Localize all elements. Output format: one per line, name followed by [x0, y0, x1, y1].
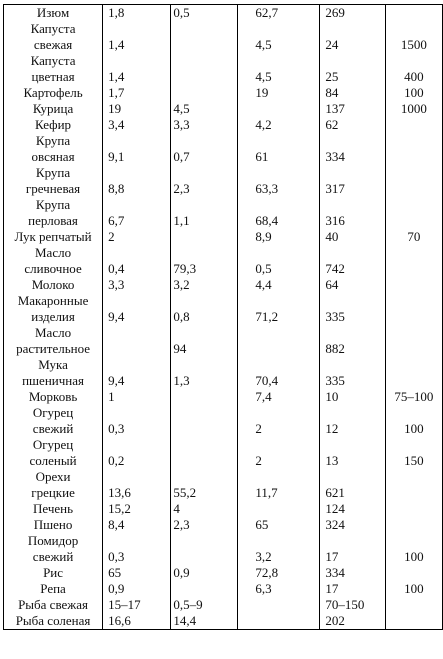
- extra-value: [385, 117, 442, 133]
- product-name-line: Огурец: [32, 405, 74, 420]
- product-name: [4, 197, 103, 229]
- product-name-line: свежий: [32, 421, 74, 436]
- carbs-value: 2: [238, 437, 320, 469]
- product-name-line: Крупа: [35, 165, 71, 180]
- product-name: Морковь: [4, 389, 103, 405]
- calories-value: 335: [320, 293, 385, 325]
- product-name-line: гречневая: [25, 181, 81, 196]
- protein-value: [103, 325, 171, 357]
- protein-value: 8,8: [103, 165, 171, 197]
- extra-value: [385, 613, 442, 630]
- protein-value: 0,9: [103, 581, 171, 597]
- fat-value: [171, 53, 238, 85]
- carbs-value: 4,5: [238, 53, 320, 85]
- protein-value: 1,8: [103, 5, 171, 22]
- extra-value: 100: [385, 405, 442, 437]
- extra-value: [385, 197, 442, 229]
- product-name-line: перловая: [28, 213, 78, 228]
- product-name-line: Масло: [35, 245, 72, 260]
- calories-value: 12: [320, 405, 385, 437]
- fat-value: 0,7: [171, 133, 238, 165]
- fat-value: 79,3: [171, 245, 238, 277]
- carbs-value: 0,5: [238, 245, 320, 277]
- carbs-value: 6,3: [238, 581, 320, 597]
- fat-value: [171, 229, 238, 245]
- product-name-line: Крупа: [35, 197, 71, 212]
- product-name-line: Огурец: [32, 437, 74, 452]
- carbs-value: 71,2: [238, 293, 320, 325]
- fat-value: [171, 21, 238, 53]
- calories-value: 24: [320, 21, 385, 53]
- extra-value: [385, 469, 442, 501]
- product-name: Рис: [4, 565, 103, 581]
- product-name: [4, 245, 103, 277]
- table-row: [4, 5, 443, 22]
- extra-value: 400: [385, 53, 442, 85]
- product-name: Курица: [4, 101, 103, 117]
- protein-value: 0,2: [103, 437, 171, 469]
- extra-value: 1000: [385, 101, 442, 117]
- calories-value: 316: [320, 197, 385, 229]
- extra-value: [385, 245, 442, 277]
- table-row: [4, 325, 443, 357]
- fat-value: [171, 405, 238, 437]
- fat-value: 0,5–9: [171, 597, 238, 613]
- fat-value: [171, 85, 238, 101]
- calories-value: 137: [320, 101, 385, 117]
- calories-value: 25: [320, 53, 385, 85]
- fat-value: [171, 437, 238, 469]
- protein-value: 19: [103, 101, 171, 117]
- table-row: [4, 245, 443, 277]
- product-name: Изюм: [4, 5, 103, 22]
- fat-value: [171, 389, 238, 405]
- product-name-line: грецкие: [31, 485, 75, 500]
- protein-value: 9,4: [103, 293, 171, 325]
- calories-value: 10: [320, 389, 385, 405]
- protein-value: 1,4: [103, 53, 171, 85]
- carbs-value: 65: [238, 517, 320, 533]
- fat-value: 1,3: [171, 357, 238, 389]
- carbs-value: [238, 501, 320, 517]
- product-name: Картофель: [4, 85, 103, 101]
- protein-value: 1,7: [103, 85, 171, 101]
- product-name: Молоко: [4, 277, 103, 293]
- carbs-value: [238, 597, 320, 613]
- carbs-value: 11,7: [238, 469, 320, 501]
- table-row: [4, 613, 443, 630]
- extra-value: 75–100: [385, 389, 442, 405]
- product-name-line: соленый: [29, 453, 77, 468]
- product-name: [4, 325, 103, 357]
- extra-value: 150: [385, 437, 442, 469]
- product-name-line: Помидор: [27, 533, 79, 548]
- product-name-line: сливочное: [24, 261, 82, 276]
- product-name: [4, 133, 103, 165]
- carbs-value: 72,8: [238, 565, 320, 581]
- protein-value: 15,2: [103, 501, 171, 517]
- table-row: [4, 405, 443, 437]
- protein-value: 3,4: [103, 117, 171, 133]
- product-name: [4, 357, 103, 389]
- extra-value: [385, 357, 442, 389]
- carbs-value: 62,7: [238, 5, 320, 22]
- extra-value: 70: [385, 229, 442, 245]
- protein-value: 9,4: [103, 357, 171, 389]
- calories-value: 124: [320, 501, 385, 517]
- calories-value: 70–150: [320, 597, 385, 613]
- table-row: [4, 85, 443, 101]
- table-row: [4, 21, 443, 53]
- calories-value: 324: [320, 517, 385, 533]
- carbs-value: [238, 613, 320, 630]
- table-row: [4, 437, 443, 469]
- table-row: [4, 501, 443, 517]
- fat-value: 0,9: [171, 565, 238, 581]
- product-name: [4, 293, 103, 325]
- carbs-value: 8,9: [238, 229, 320, 245]
- extra-value: 1500: [385, 21, 442, 53]
- product-name: Рыба соленая: [4, 613, 103, 630]
- calories-value: 40: [320, 229, 385, 245]
- carbs-value: [238, 101, 320, 117]
- carbs-value: 7,4: [238, 389, 320, 405]
- product-name: [4, 53, 103, 85]
- calories-value: 334: [320, 565, 385, 581]
- fat-value: 55,2: [171, 469, 238, 501]
- table-row: [4, 469, 443, 501]
- product-name-line: Масло: [35, 325, 72, 340]
- carbs-value: 61: [238, 133, 320, 165]
- protein-value: 65: [103, 565, 171, 581]
- protein-value: 1,4: [103, 21, 171, 53]
- product-name-line: свежая: [33, 37, 73, 52]
- protein-value: 16,6: [103, 613, 171, 630]
- extra-value: 100: [385, 581, 442, 597]
- protein-value: 0,3: [103, 533, 171, 565]
- product-name-line: Капуста: [30, 21, 76, 36]
- table-row: [4, 197, 443, 229]
- table-row: [4, 133, 443, 165]
- table-row: [4, 165, 443, 197]
- extra-value: [385, 277, 442, 293]
- calories-value: 17: [320, 581, 385, 597]
- table-row: [4, 229, 443, 245]
- product-name-line: пшеничная: [22, 373, 84, 388]
- calories-value: 202: [320, 613, 385, 630]
- fat-value: 0,8: [171, 293, 238, 325]
- product-name-line: свежий: [32, 549, 74, 564]
- carbs-value: 4,5: [238, 21, 320, 53]
- product-name: Рыба свежая: [4, 597, 103, 613]
- product-name: Лук репчатый: [4, 229, 103, 245]
- extra-value: [385, 133, 442, 165]
- carbs-value: 70,4: [238, 357, 320, 389]
- fat-value: 0,5: [171, 5, 238, 22]
- product-name-line: овсяная: [31, 149, 75, 164]
- protein-value: 0,3: [103, 405, 171, 437]
- extra-value: [385, 325, 442, 357]
- fat-value: 14,4: [171, 613, 238, 630]
- product-name-line: цветная: [31, 69, 75, 84]
- table-row: [4, 293, 443, 325]
- fat-value: 94: [171, 325, 238, 357]
- carbs-value: 68,4: [238, 197, 320, 229]
- carbs-value: 3,2: [238, 533, 320, 565]
- protein-value: 1: [103, 389, 171, 405]
- protein-value: 3,3: [103, 277, 171, 293]
- fat-value: 4,5: [171, 101, 238, 117]
- table-row: [4, 565, 443, 581]
- product-name-line: Крупа: [35, 133, 71, 148]
- protein-value: 6,7: [103, 197, 171, 229]
- product-name: [4, 533, 103, 565]
- fat-value: 2,3: [171, 165, 238, 197]
- product-name: Репа: [4, 581, 103, 597]
- protein-value: 15–17: [103, 597, 171, 613]
- protein-value: 0,4: [103, 245, 171, 277]
- extra-value: [385, 165, 442, 197]
- calories-value: 269: [320, 5, 385, 22]
- product-name-line: Капуста: [30, 53, 76, 68]
- calories-value: 742: [320, 245, 385, 277]
- calories-value: 62: [320, 117, 385, 133]
- carbs-value: 2: [238, 405, 320, 437]
- extra-value: [385, 5, 442, 22]
- product-name-line: изделия: [31, 309, 75, 324]
- calories-value: 334: [320, 133, 385, 165]
- protein-value: 8,4: [103, 517, 171, 533]
- table-row: [4, 53, 443, 85]
- extra-value: 100: [385, 533, 442, 565]
- carbs-value: 19: [238, 85, 320, 101]
- product-name: [4, 165, 103, 197]
- product-name: Кефир: [4, 117, 103, 133]
- product-name: Печень: [4, 501, 103, 517]
- table-row: [4, 101, 443, 117]
- fat-value: 2,3: [171, 517, 238, 533]
- fat-value: 4: [171, 501, 238, 517]
- product-name: [4, 437, 103, 469]
- table-row: [4, 597, 443, 613]
- carbs-value: 63,3: [238, 165, 320, 197]
- table-row: [4, 517, 443, 533]
- calories-value: 317: [320, 165, 385, 197]
- nutrition-table: [3, 4, 443, 630]
- extra-value: 100: [385, 85, 442, 101]
- calories-value: 13: [320, 437, 385, 469]
- product-name-line: растительное: [16, 341, 91, 356]
- fat-value: [171, 581, 238, 597]
- product-name-line: Макаронные: [17, 293, 89, 308]
- carbs-value: 4,2: [238, 117, 320, 133]
- table-row: [4, 117, 443, 133]
- table-row: [4, 389, 443, 405]
- product-name: [4, 21, 103, 53]
- carbs-value: 4,4: [238, 277, 320, 293]
- extra-value: [385, 293, 442, 325]
- protein-value: 9,1: [103, 133, 171, 165]
- extra-value: [385, 565, 442, 581]
- calories-value: 64: [320, 277, 385, 293]
- protein-value: 2: [103, 229, 171, 245]
- carbs-value: [238, 325, 320, 357]
- calories-value: 17: [320, 533, 385, 565]
- product-name: [4, 405, 103, 437]
- calories-value: 84: [320, 85, 385, 101]
- product-name: [4, 469, 103, 501]
- table-row: [4, 357, 443, 389]
- table-row: [4, 277, 443, 293]
- table-row: [4, 533, 443, 565]
- extra-value: [385, 597, 442, 613]
- calories-value: 621: [320, 469, 385, 501]
- fat-value: [171, 533, 238, 565]
- product-name-line: Орехи: [35, 469, 71, 484]
- fat-value: 1,1: [171, 197, 238, 229]
- protein-value: 13,6: [103, 469, 171, 501]
- extra-value: [385, 501, 442, 517]
- product-name-line: Мука: [38, 357, 68, 372]
- extra-value: [385, 517, 442, 533]
- table-row: [4, 581, 443, 597]
- fat-value: 3,3: [171, 117, 238, 133]
- calories-value: 335: [320, 357, 385, 389]
- fat-value: 3,2: [171, 277, 238, 293]
- product-name: Пшено: [4, 517, 103, 533]
- calories-value: 882: [320, 325, 385, 357]
